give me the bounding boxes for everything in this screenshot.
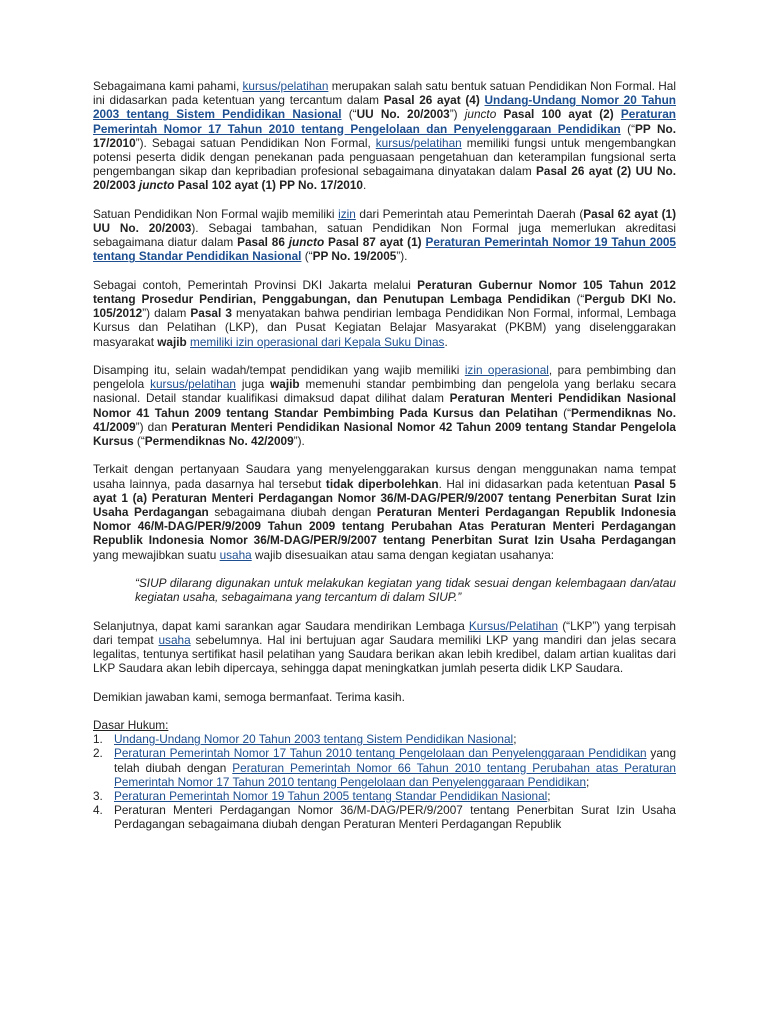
emphasis-text: Pasal 102 ayat (1) PP No. 17/2010	[174, 178, 363, 193]
text-run: ”).	[396, 249, 408, 264]
paragraph-7	[93, 690, 676, 704]
emphasis-text: tidak diperbolehkan	[325, 476, 439, 491]
emphasis-text: Pergub DKI No. 105/2012	[93, 292, 677, 321]
emphasis-text: PP No. 17/2010	[93, 121, 676, 150]
text-run: Demikian jawaban kami, semoga bermanfaat. Terima kasih.	[93, 689, 405, 704]
emphasis-text: juncto	[288, 235, 325, 250]
dasar-number: 3.	[93, 789, 103, 804]
emphasis-text: Pasal 3	[190, 306, 232, 321]
dasar-text	[114, 789, 551, 803]
text-run: ;	[586, 774, 590, 789]
emphasis-text: Permendiknas No. 41/2009	[93, 405, 677, 434]
text-run: (“	[133, 434, 145, 449]
dasar-item-3	[93, 789, 676, 803]
text-run: memiliki fungsi untuk mengembangkan potensi peserta didik dengan penekanan pada penguasaan pengetahuan dan keterampilan fungsional serta pengembangan sikap dan kepribadian profesional sebagaimana dinyatakan dalam	[93, 135, 676, 179]
text-run: Sebagaimana kami pahami,	[93, 79, 243, 93]
text-run: (“	[301, 249, 313, 264]
text-run: (“LKP”) yang terpisah dari tempat	[93, 618, 676, 647]
paragraph-1	[93, 79, 676, 193]
text-run: (“	[570, 292, 585, 307]
text-run: .	[444, 334, 448, 349]
dasar-number: 4.	[93, 803, 103, 818]
text-run: (“	[341, 107, 357, 122]
text-run: menyatakan bahwa pendirian lembaga Pendidikan Non Formal, informal, Lembaga Kursus dan Pelatihan (LKP), dan Pusat Kegiatan Belajar Masyarakat (PKBM) yang diselenggarakan masyarakat	[93, 306, 677, 349]
text-run: ”) dan	[135, 419, 172, 434]
emphasis-text: wajib	[270, 377, 300, 392]
legal-link[interactable]: Peraturan Pemerintah Nomor 66 Tahun 2010 tentang Perubahan atas Peraturan Pemerintah Nomor 17 Tahun 2010 tentang Pengelolaan dan Penyelenggaraan Pendidikan	[114, 760, 676, 789]
text-run: ). Sebagai tambahan, satuan Pendidikan Non Formal juga memerlukan akreditasi sebagaimana diatur dalam	[93, 221, 676, 250]
emphasis-text: Peraturan Gubernur Nomor 105 Tahun 2012 tentang Prosedur Pendirian, Penggabungan, dan Penutupan Lembaga Pendidikan	[93, 277, 676, 307]
dasar-text	[114, 803, 676, 831]
emphasis-text: Pasal 5 ayat 1 (a) Peraturan Menteri Perdagangan Nomor 36/M-DAG/PER/9/2007 tentang Penerbitan Surat Izin Usaha Perdagangan	[93, 476, 676, 520]
text-run: wajib disesuaikan atau sama dengan kegiatan usahanya:	[251, 547, 555, 562]
text-run: ”).	[293, 434, 305, 449]
dasar-item-2	[93, 746, 676, 789]
text-run: Terkait dengan pertanyaan Saudara yang menyelenggarakan kursus dengan menggunakan nama tempat usaha lainnya, pada dasarnya hal tersebut	[93, 462, 676, 491]
legal-link[interactable]: Peraturan Pemerintah Nomor 17 Tahun 2010 tentang Pengelolaan dan Penyelenggaraan Pendidikan	[114, 746, 647, 761]
article-body	[93, 79, 676, 832]
text-run: yang telah diubah dengan	[114, 746, 677, 775]
text-run: sebagaimana diubah dengan	[208, 505, 377, 520]
emphasis-text: Pasal 87 ayat (1)	[324, 235, 426, 250]
dasar-number: 2.	[93, 746, 103, 761]
text-run: (“	[557, 405, 572, 420]
legal-link[interactable]: Kursus/Pelatihan	[468, 618, 559, 633]
legal-link[interactable]: kursus/pelatihan	[242, 79, 329, 93]
emphasis-text: wajib	[157, 334, 187, 349]
dasar-item-1	[93, 732, 676, 746]
emphasis-text: Pasal 100 ayat (2)	[503, 107, 621, 122]
dasar-text	[114, 732, 516, 746]
emphasis-text: Peraturan Menteri Pendidikan Nasional Nomor 41 Tahun 2009 tentang Standar Pembimbing Pada Kursus dan Pelatihan	[93, 391, 676, 420]
siup-quote: “SIUP dilarang digunakan untuk melakukan kegiatan yang tidak sesuai dengan kelembagaan dan/atau kegiatan usaha, sebagaimana yang tercantum di dalam SIUP.”	[135, 576, 676, 605]
emphasis-text: juncto	[464, 107, 497, 122]
paragraph-4	[93, 363, 676, 448]
paragraph-5	[93, 462, 676, 561]
text-run: sebelumnya. Hal ini bertujuan agar Saudara memiliki LKP yang mandiri dan jelas secara legalitas, tentunya sertifikat hasil pelatihan yang Saudara berikan akan lebih kredibel, dalam artian kualitas dari LKP Saudara akan lebih dipercaya, sehingga dapat meningkatkan jumlah peserta didik LKP Saudara.	[93, 632, 677, 676]
legal-link[interactable]: kursus/pelatihan	[375, 135, 462, 150]
text-run: . Hal ini didasarkan pada ketentuan	[438, 476, 635, 491]
legal-link[interactable]: kursus/pelatihan	[150, 377, 236, 392]
text-run: Disamping itu, selain wadah/tempat pendidikan yang wajib memiliki	[93, 363, 465, 378]
text-run: juga	[236, 377, 271, 392]
emphasis-text: Pasal 26 ayat (4)	[383, 93, 485, 108]
text-run: dari Pemerintah atau Pemerintah Daerah (	[355, 206, 584, 221]
dasar-text	[114, 746, 676, 788]
text-run: .	[362, 178, 367, 193]
emphasis-text: PP No. 19/2005	[312, 249, 397, 264]
emphasis-text: Peraturan Menteri Perdagangan Republik Indonesia Nomor 46/M-DAG/PER/9/2009 Tahun 2009 tentang Perubahan Atas Peraturan Menteri Perdagangan Republik Indonesia Nomor 36/M-DAG/PER/9/2007 tentang Penerbitan Surat Izin Usaha Perdagangan	[93, 505, 676, 548]
legal-link[interactable]: Undang-Undang Nomor 20 Tahun 2003 tentang Sistem Pendidikan Nasional	[93, 93, 676, 122]
text-run: ”). Sebagai satuan Pendidikan Non Formal,	[135, 135, 376, 150]
emphasis-text: juncto	[138, 178, 175, 193]
text-run: Selanjutnya, dapat kami sarankan agar Saudara mendirikan Lembaga	[93, 618, 469, 633]
legal-link[interactable]: usaha	[219, 547, 252, 562]
emphasis-text: Pasal 62 ayat (1) UU No. 20/2003	[93, 206, 677, 236]
text-run: yang mewajibkan suatu	[93, 547, 220, 562]
legal-link[interactable]: izin	[338, 206, 356, 221]
text-run: ”)	[449, 107, 465, 122]
text-run: memenuhi standar pembimbing dan pengelola yang berlaku secara nasional. Detail standar kualifikasi dimaksud dapat dilihat dalam	[93, 377, 677, 406]
text-run: ”) dalam	[142, 306, 191, 321]
legal-link[interactable]: Peraturan Pemerintah Nomor 19 Tahun 2005 tentang Standar Pendidikan Nasional	[114, 789, 548, 804]
emphasis-text: Peraturan Menteri Pendidikan Nasional Nomor 42 Tahun 2009 tentang Standar Pengelola Kursus	[93, 419, 676, 449]
text-run: ;	[513, 732, 517, 747]
legal-link[interactable]: Peraturan Pemerintah Nomor 19 Tahun 2005 tentang Standar Pendidikan Nasional	[93, 235, 676, 264]
dasar-item-4	[93, 803, 676, 831]
emphasis-text: Permendiknas No. 42/2009	[144, 434, 294, 449]
legal-link[interactable]: izin operasional	[464, 363, 549, 378]
paragraph-6	[93, 619, 676, 676]
paragraph-3	[93, 278, 676, 349]
text-run: Sebagai contoh, Pemerintah Provinsi DKI Jakarta melalui	[93, 277, 418, 292]
text-run: Peraturan Menteri Perdagangan Nomor 36/M-DAG/PER/9/2007 tentang Penerbitan Surat Izin Usaha Perdagangan sebagaimana diubah dengan Peraturan Menteri Perdagangan Republik	[114, 803, 676, 832]
text-run: (“	[620, 121, 636, 136]
legal-link[interactable]: usaha	[158, 632, 191, 647]
legal-link[interactable]: Undang-Undang Nomor 20 Tahun 2003 tentang Sistem Pendidikan Nasional	[114, 732, 514, 747]
emphasis-text: Pasal 26 ayat (2) UU No. 20/2003	[93, 164, 676, 193]
text-run: Satuan Pendidikan Non Formal wajib memiliki	[93, 206, 339, 221]
text-run: , para pembimbing dan pengelola	[93, 363, 676, 392]
paragraph-2	[93, 207, 676, 264]
dasar-number: 1.	[93, 732, 103, 747]
emphasis-text: Pasal 86	[237, 235, 289, 250]
emphasis-text: UU No. 20/2003	[356, 107, 450, 122]
text-run: merupakan salah satu bentuk satuan Pendidikan Non Formal. Hal ini didasarkan pada ketentuan yang tercantum dalam	[93, 79, 676, 108]
dasar-hukum-title: Dasar Hukum:	[93, 718, 169, 733]
legal-link[interactable]: memiliki izin operasional dari Kepala Suku Dinas	[190, 334, 445, 349]
dasar-hukum-list	[93, 732, 676, 831]
text-run: ;	[547, 789, 551, 804]
legal-link[interactable]: Peraturan Pemerintah Nomor 17 Tahun 2010 tentang Pengelolaan dan Penyelenggaraan Pendidikan	[93, 107, 676, 136]
